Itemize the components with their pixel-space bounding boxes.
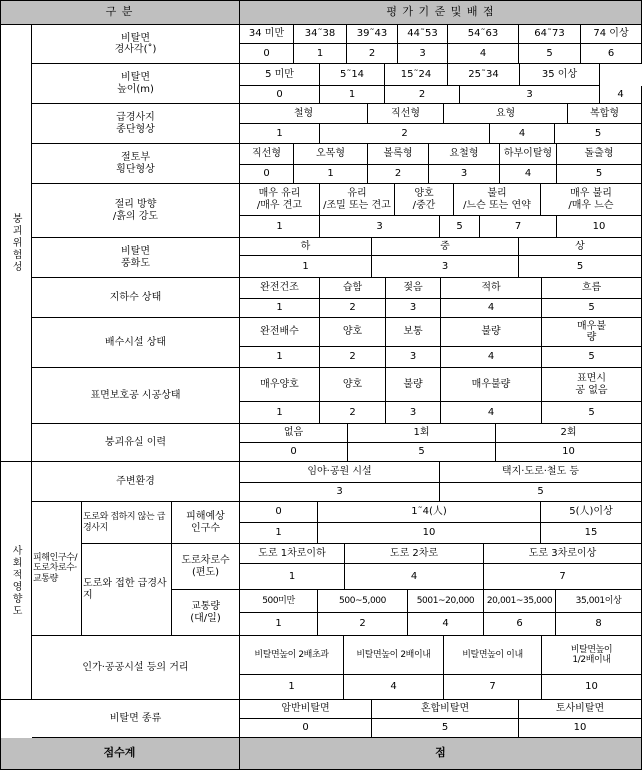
group-road-not-adjacent: 도로와 접하지 않는 급경사지 xyxy=(82,502,172,544)
score-environment: 5 xyxy=(440,483,642,502)
score-cross_shape: 1 xyxy=(294,165,368,184)
criterion-distance: 비탈면높이 1/2배이내 xyxy=(542,636,642,675)
score-long_shape: 4 xyxy=(490,124,555,144)
score-lanes: 1 xyxy=(240,564,345,590)
row-label-surface: 표면보호공 시공상태 xyxy=(32,368,240,424)
score-drainage: 3 xyxy=(386,347,441,368)
row-label-traffic: 교통량 (대/일) xyxy=(172,590,240,636)
criterion-cross_shape: 직선형 xyxy=(240,144,294,165)
score-distance: 4 xyxy=(344,675,444,700)
row-label-long_shape: 급경사지 종단형상 xyxy=(32,104,240,144)
criterion-cross_shape: 돌출형 xyxy=(557,144,642,165)
score-traffic: 6 xyxy=(484,613,556,636)
row-label-weathering: 비탈면 풍화도 xyxy=(32,238,240,278)
criterion-long_shape: 철형 xyxy=(240,104,368,124)
criterion-cross_shape: 오목형 xyxy=(294,144,368,165)
score-surface: 4 xyxy=(441,402,542,424)
row-label-distance: 인가·공공시설 등의 거리 xyxy=(32,636,240,700)
row-label-groundwater: 지하수 상태 xyxy=(32,278,240,318)
criterion-lanes: 도로 1차로이하 xyxy=(240,544,345,564)
score-traffic: 8 xyxy=(556,613,642,636)
score-drainage: 1 xyxy=(240,347,320,368)
score-long_shape: 1 xyxy=(240,124,320,144)
score-slope_angle: 6 xyxy=(581,44,642,64)
criterion-slope_type: 혼합비탈면 xyxy=(372,700,519,719)
criterion-distance: 비탈면높이 2배초과 xyxy=(240,636,344,675)
criterion-long_shape: 직선형 xyxy=(368,104,444,124)
criterion-traffic: 500~5,000 xyxy=(318,590,408,613)
criterion-groundwater: 젖음 xyxy=(386,278,441,299)
score-surface: 1 xyxy=(240,402,320,424)
row-label-history: 붕괴유실 이력 xyxy=(32,424,240,462)
criterion-slope_type: 토사비탈면 xyxy=(519,700,642,719)
criterion-distance: 비탈면높이 이내 xyxy=(444,636,542,675)
score-joint: 3 xyxy=(320,216,440,238)
total-unit: 점 xyxy=(240,738,642,770)
criterion-long_shape: 요형 xyxy=(444,104,568,124)
score-cross_shape: 5 xyxy=(557,165,642,184)
row-label-slope_type: 비탈면 종류 xyxy=(32,700,240,738)
row-label-cross_shape: 절토부 횡단형상 xyxy=(32,144,240,184)
score-slope_type: 10 xyxy=(519,719,642,738)
criterion-cross_shape: 하부이탈형 xyxy=(500,144,557,165)
row-label-environment: 주변환경 xyxy=(32,462,240,502)
criterion-traffic: 35,001이상 xyxy=(556,590,642,613)
score-slope_angle: 4 xyxy=(448,44,519,64)
score-distance: 7 xyxy=(444,675,542,700)
score-traffic: 4 xyxy=(408,613,484,636)
criterion-weathering: 하 xyxy=(240,238,372,256)
criterion-environment: 택지·도로·철도 등 xyxy=(440,462,642,483)
criterion-surface: 매우양호 xyxy=(240,368,320,402)
score-slope_angle: 5 xyxy=(519,44,581,64)
criterion-drainage: 보통 xyxy=(386,318,441,347)
score-joint: 7 xyxy=(480,216,557,238)
score-drainage: 4 xyxy=(441,347,542,368)
criterion-slope_height: 25˜34 xyxy=(448,64,520,86)
score-weathering: 1 xyxy=(240,256,372,278)
criterion-population: 1˜4(人) xyxy=(318,502,541,523)
row-label-lanes: 도로차로수 (편도) xyxy=(172,544,240,590)
criterion-groundwater: 습함 xyxy=(320,278,386,299)
criterion-population: 0 xyxy=(240,502,318,523)
criterion-slope_angle: 44˜53 xyxy=(398,25,448,44)
score-lanes: 4 xyxy=(345,564,484,590)
score-slope_height: 4 xyxy=(600,86,642,104)
score-joint: 1 xyxy=(240,216,320,238)
score-slope_type: 5 xyxy=(372,719,519,738)
score-groundwater: 2 xyxy=(320,299,386,318)
criterion-slope_angle: 54˜63 xyxy=(448,25,519,44)
score-groundwater: 5 xyxy=(542,299,642,318)
score-traffic: 2 xyxy=(318,613,408,636)
score-distance: 10 xyxy=(542,675,642,700)
criterion-joint: 매우 불리 /매우 느슨 xyxy=(541,184,642,216)
criterion-history: 1회 xyxy=(348,424,496,443)
score-surface: 5 xyxy=(542,402,642,424)
criterion-groundwater: 적하 xyxy=(441,278,542,299)
score-slope_type: 0 xyxy=(240,719,372,738)
score-slope_angle: 3 xyxy=(398,44,448,64)
score-slope_height: 2 xyxy=(385,86,460,104)
criterion-distance: 비탈면높이 2배이내 xyxy=(344,636,444,675)
criterion-weathering: 상 xyxy=(519,238,642,256)
criterion-population: 5(人)이상 xyxy=(541,502,642,523)
group-affected-count: 피해인구수/도로차로수·교통량 xyxy=(32,502,82,636)
criterion-cross_shape: 볼록형 xyxy=(368,144,429,165)
score-groundwater: 3 xyxy=(386,299,441,318)
criterion-drainage: 불량 xyxy=(441,318,542,347)
criterion-drainage: 양호 xyxy=(320,318,386,347)
score-long_shape: 2 xyxy=(320,124,490,144)
row-label-drainage: 배수시설 상태 xyxy=(32,318,240,368)
criterion-traffic: 5001~20,000 xyxy=(408,590,484,613)
criterion-groundwater: 완전건조 xyxy=(240,278,320,299)
criterion-slope_angle: 74 이상 xyxy=(581,25,642,44)
criterion-lanes: 도로 2차로 xyxy=(345,544,484,564)
criterion-joint: 양호 /중간 xyxy=(395,184,454,216)
score-groundwater: 4 xyxy=(441,299,542,318)
criterion-traffic: 20,001~35,000 xyxy=(484,590,556,613)
score-weathering: 3 xyxy=(372,256,519,278)
criterion-slope_angle: 34˜38 xyxy=(294,25,347,44)
score-history: 10 xyxy=(496,443,642,462)
score-traffic: 1 xyxy=(240,613,318,636)
score-slope_height: 3 xyxy=(460,86,600,104)
criterion-surface: 표면시 공 없음 xyxy=(542,368,642,402)
criterion-joint: 유리 /조밀 또는 견고 xyxy=(320,184,395,216)
score-history: 5 xyxy=(348,443,496,462)
score-surface: 3 xyxy=(386,402,441,424)
score-groundwater: 1 xyxy=(240,299,320,318)
score-joint: 10 xyxy=(557,216,642,238)
score-cross_shape: 4 xyxy=(500,165,557,184)
criterion-surface: 양호 xyxy=(320,368,386,402)
criterion-joint: 불리 /느슨 또는 연약 xyxy=(454,184,541,216)
criterion-lanes: 도로 3차로이상 xyxy=(484,544,642,564)
score-population: 15 xyxy=(541,523,642,544)
criterion-drainage: 완전배수 xyxy=(240,318,320,347)
score-population: 10 xyxy=(318,523,541,544)
score-slope_angle: 1 xyxy=(294,44,347,64)
score-population: 1 xyxy=(240,523,318,544)
group-collapse-risk: 붕괴위험성 xyxy=(0,25,32,462)
criterion-slope_height: 5 미만 xyxy=(240,64,320,86)
criterion-joint: 매우 유리 /매우 견고 xyxy=(240,184,320,216)
score-history: 0 xyxy=(240,443,348,462)
criterion-traffic: 500미만 xyxy=(240,590,318,613)
score-long_shape: 5 xyxy=(555,124,642,144)
score-drainage: 2 xyxy=(320,347,386,368)
criterion-weathering: 중 xyxy=(372,238,519,256)
score-slope_height: 1 xyxy=(320,86,385,104)
score-cross_shape: 2 xyxy=(368,165,429,184)
score-surface: 2 xyxy=(320,402,386,424)
score-slope_height: 0 xyxy=(240,86,320,104)
score-weathering: 5 xyxy=(519,256,642,278)
score-lanes: 7 xyxy=(484,564,642,590)
score-slope_angle: 0 xyxy=(240,44,294,64)
criterion-history: 2회 xyxy=(496,424,642,443)
criterion-slope_angle: 39˜43 xyxy=(347,25,398,44)
group-social-impact: 사회적영향도 xyxy=(0,462,32,700)
criterion-history: 없음 xyxy=(240,424,348,443)
score-cross_shape: 3 xyxy=(429,165,500,184)
row-label-joint: 절리 방향 /흙의 강도 xyxy=(32,184,240,238)
row-label-slope_angle: 비탈면 경사각(˚) xyxy=(32,25,240,64)
score-distance: 1 xyxy=(240,675,344,700)
criterion-slope_angle: 64˜73 xyxy=(519,25,581,44)
total-label: 점수계 xyxy=(0,738,240,770)
criterion-cross_shape: 요철형 xyxy=(429,144,500,165)
criterion-environment: 임야·공원 시설 xyxy=(240,462,440,483)
row-label-slope_height: 비탈면 높이(m) xyxy=(32,64,240,104)
criterion-long_shape: 복합형 xyxy=(568,104,642,124)
criterion-slope_height: 35 이상 xyxy=(520,64,600,86)
score-drainage: 5 xyxy=(542,347,642,368)
criterion-slope_angle: 34 미만 xyxy=(240,25,294,44)
header-criteria-cell: 평 가 기 준 및 배 점 xyxy=(240,0,642,25)
group-road-adjacent: 도로와 접한 급경사지 xyxy=(82,544,172,636)
criterion-slope_type: 암반비탈면 xyxy=(240,700,372,719)
row-label-population: 피해예상 인구수 xyxy=(172,502,240,544)
score-cross_shape: 0 xyxy=(240,165,294,184)
criterion-slope_height: 5˜14 xyxy=(320,64,385,86)
score-joint: 5 xyxy=(440,216,480,238)
header-category-cell: 구 분 xyxy=(0,0,240,25)
score-environment: 3 xyxy=(240,483,440,502)
criterion-drainage: 매우불 량 xyxy=(542,318,642,347)
criterion-surface: 불량 xyxy=(386,368,441,402)
criterion-surface: 매우불량 xyxy=(441,368,542,402)
criterion-groundwater: 흐름 xyxy=(542,278,642,299)
criterion-slope_height: 15˜24 xyxy=(385,64,448,86)
score-slope_angle: 2 xyxy=(347,44,398,64)
